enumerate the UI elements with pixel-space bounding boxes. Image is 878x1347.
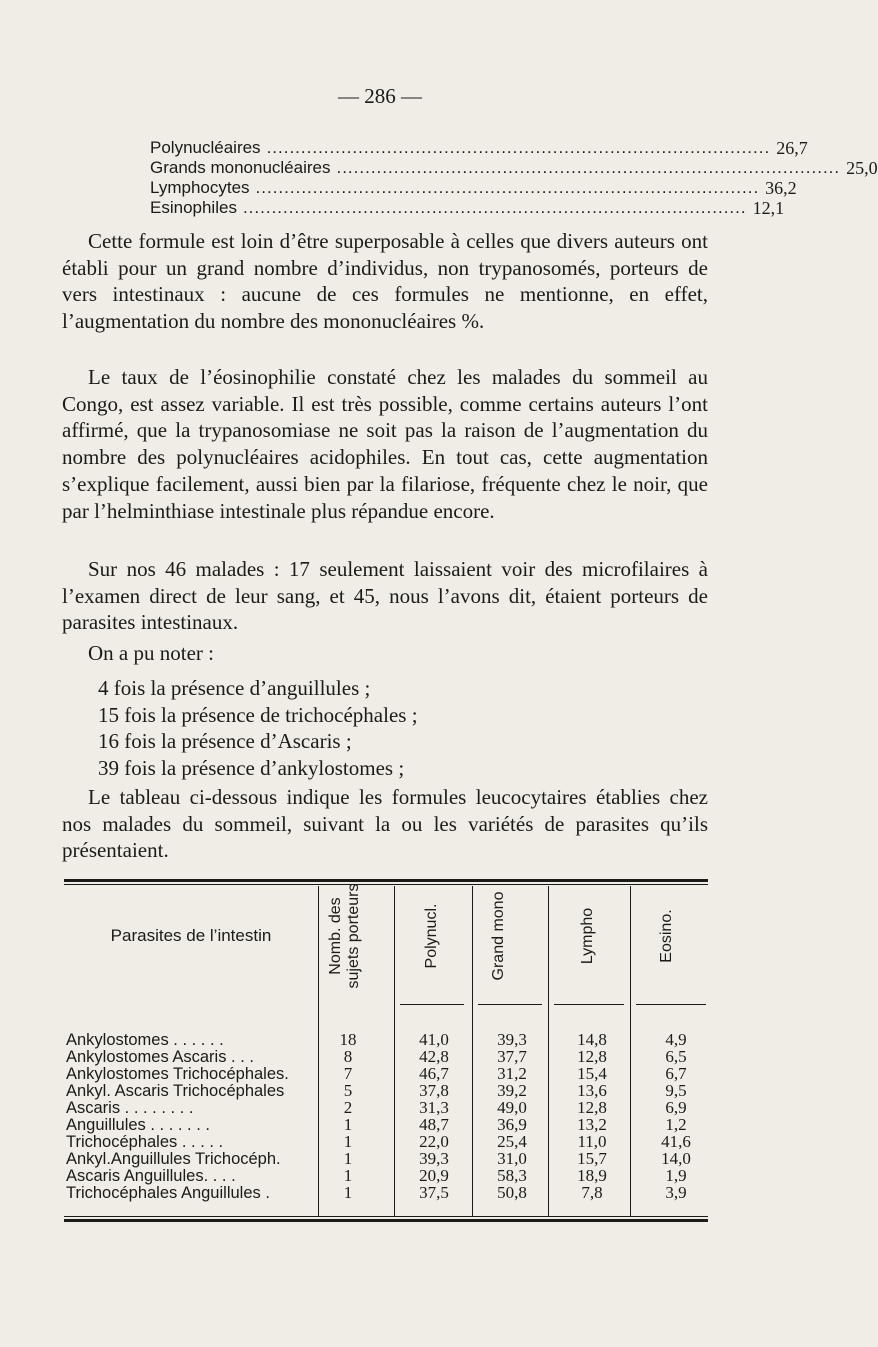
cell-grand: 58,3 — [497, 1166, 527, 1185]
dot-leader: ........................................................................................ — [255, 178, 760, 197]
cell-eosino: 9,5 — [665, 1081, 687, 1100]
cell-grand: 39,2 — [497, 1081, 527, 1100]
cell-grand: 31,0 — [497, 1149, 527, 1168]
header-separator — [636, 1004, 706, 1005]
list-item: 39 fois la présence d’ankylostomes ; — [98, 756, 405, 781]
cell-lympho: 14,8 — [577, 1030, 607, 1049]
cell-poly: 48,7 — [419, 1115, 449, 1134]
cell-lympho: 18,9 — [577, 1166, 607, 1185]
cell-nomb: 1 — [343, 1115, 353, 1134]
cell-parasite: Ankylostomes . . . . . . — [66, 1031, 224, 1049]
cell-grand: 36,9 — [497, 1115, 527, 1134]
cell-poly: 22,0 — [419, 1132, 449, 1151]
cell-poly: 37,5 — [419, 1183, 449, 1202]
formula-row — [150, 158, 878, 178]
cell-parasite: Trichocéphales . . . . . — [66, 1133, 224, 1151]
cell-grand: 50,8 — [497, 1183, 527, 1202]
cell-nomb: 1 — [343, 1132, 353, 1151]
table-top-rule-thin — [64, 884, 708, 885]
formula-label: Esinophiles — [150, 198, 237, 217]
paragraph-notes-intro: On a pu noter : — [88, 641, 214, 665]
cell-parasite: Ascaris . . . . . . . . — [66, 1099, 194, 1117]
cell-poly: 39,3 — [419, 1149, 449, 1168]
cell-poly: 20,9 — [419, 1166, 449, 1185]
header-separator — [554, 1004, 624, 1005]
cell-eosino: 1,9 — [665, 1166, 687, 1185]
column-divider — [318, 886, 319, 1216]
cell-parasite: Ascaris Anguillules. . . . — [66, 1167, 236, 1185]
cell-nomb: 2 — [343, 1098, 353, 1117]
paragraph-table-intro: Le tableau ci-dessous indique les formules leucocytaires établies chez nos malades du sommeil, suivant la ou les variétés de parasites qu’ils présentaient. — [62, 785, 708, 863]
cell-parasite: Ankylostomes Ascaris . . . — [66, 1048, 254, 1066]
header-eosino: Eosino. — [658, 909, 675, 963]
cell-poly: 37,8 — [419, 1081, 449, 1100]
formula-row — [150, 138, 808, 158]
cell-poly: 31,3 — [419, 1098, 449, 1117]
cell-eosino: 4,9 — [665, 1030, 687, 1049]
list-item: 4 fois la présence d’anguillules ; — [98, 676, 371, 700]
formula-label: Polynucléaires — [150, 138, 261, 157]
cell-eosino: 1,2 — [665, 1115, 687, 1134]
list-item: 15 fois la présence de trichocéphales ; — [98, 702, 418, 727]
cell-grand: 37,7 — [497, 1047, 527, 1066]
header-separator — [478, 1004, 542, 1005]
cell-grand: 31,2 — [497, 1064, 527, 1083]
dot-leader: ........................................................................................ — [336, 158, 841, 177]
column-divider — [394, 886, 395, 1216]
dot-leader: ........................................................................................ — [242, 198, 747, 217]
paragraph-formula-comparison: Cette formule est loin d’être superposable à celles que divers auteurs ont établi pour un grand nombre d’individus, non trypanosomés, porteurs de vers intestinaux : aucune de ces formules ne mentionne, en effet, l’augmentation du nombre des mononucléaires %. — [62, 229, 708, 334]
cell-poly: 46,7 — [419, 1064, 449, 1083]
cell-lympho: 13,6 — [577, 1081, 607, 1100]
column-divider — [472, 886, 473, 1216]
cell-parasite: Ankyl.Anguillules Trichocéph. — [66, 1150, 281, 1168]
cell-poly: 41,0 — [419, 1030, 449, 1049]
cell-nomb: 8 — [343, 1047, 353, 1066]
list-item: 16 fois la présence d’Ascaris ; — [98, 729, 352, 754]
cell-lympho: 13,2 — [577, 1115, 607, 1134]
cell-lympho: 15,7 — [577, 1149, 607, 1168]
table-top-rule — [64, 879, 708, 882]
cell-eosino: 14,0 — [661, 1149, 691, 1168]
cell-poly: 42,8 — [419, 1047, 449, 1066]
cell-lympho: 12,8 — [577, 1047, 607, 1066]
cell-nomb: 1 — [343, 1149, 353, 1168]
header-nomb-sujets: Nomb. des sujets porteurs — [327, 883, 362, 989]
cell-nomb: 5 — [343, 1081, 353, 1100]
cell-parasite: Ankylostomes Trichocéphales. — [66, 1065, 289, 1083]
formula-value: 26,7 — [776, 138, 808, 158]
cell-grand: 39,3 — [497, 1030, 527, 1049]
header-parasites: Parasites de l’intestin — [110, 926, 272, 945]
header-polynucl: Polynucl. — [423, 903, 440, 969]
paragraph-microfilaires: Sur nos 46 malades : 17 seulement laissaient voir des microfilaires à l’examen direct de leur sang, et 45, nous l’avons dit, étaient porteurs de parasites intestinaux. — [62, 557, 708, 635]
cell-nomb: 7 — [343, 1064, 353, 1083]
page-number: — 286 — — [338, 84, 422, 108]
table-bottom-rule — [64, 1219, 708, 1222]
cell-nomb: 1 — [343, 1166, 353, 1185]
cell-nomb: 18 — [339, 1030, 357, 1049]
cell-lympho: 7,8 — [581, 1183, 603, 1202]
formula-value: 36,2 — [765, 178, 797, 198]
cell-lympho: 15,4 — [577, 1064, 607, 1083]
formula-row — [150, 198, 785, 218]
cell-lympho: 11,0 — [577, 1132, 607, 1151]
cell-nomb: 1 — [343, 1183, 353, 1202]
table-bottom-rule-thin — [64, 1216, 708, 1217]
cell-eosino: 6,5 — [665, 1047, 687, 1066]
formula-value: 25,0 — [846, 158, 878, 178]
formula-label: Grands mononucléaires — [150, 158, 331, 177]
cell-parasite: Trichocéphales Anguillules . — [66, 1184, 270, 1202]
header-separator — [400, 1004, 464, 1005]
dot-leader: ........................................................................................ — [266, 138, 771, 157]
cell-lympho: 12,8 — [577, 1098, 607, 1117]
notes-list — [98, 675, 418, 782]
formula-row — [150, 178, 797, 198]
header-lympho: Lympho — [579, 907, 596, 965]
cell-eosino: 3,9 — [665, 1183, 687, 1202]
cell-eosino: 41,6 — [661, 1132, 691, 1151]
formula-label: Lymphocytes — [150, 178, 250, 197]
paragraph-eosinophilia: Le taux de l’éosinophilie constaté chez les malades du sommeil au Congo, est assez variable. Il est très possible, comme certains auteurs l’ont affirmé, que la trypanosomiase ne soit pas la raison de l’augmentation du nombre des polynucléaires acidophiles. En tout cas, cette augmentation s’explique facilement, aussi bien par la filariose, fréquente chez le noir, que par l’helminthiase intestinale plus répandue encore. — [62, 365, 708, 523]
cell-eosino: 6,9 — [665, 1098, 687, 1117]
cell-grand: 25,4 — [497, 1132, 527, 1151]
header-grand-mono: Grand mono — [490, 891, 507, 981]
formula-value: 12,1 — [752, 198, 785, 218]
cell-parasite: Anguillules . . . . . . . — [66, 1116, 210, 1134]
cell-parasite: Ankyl. Ascaris Trichocéphales — [66, 1082, 285, 1100]
cell-eosino: 6,7 — [665, 1064, 687, 1083]
cell-grand: 49,0 — [497, 1098, 527, 1117]
